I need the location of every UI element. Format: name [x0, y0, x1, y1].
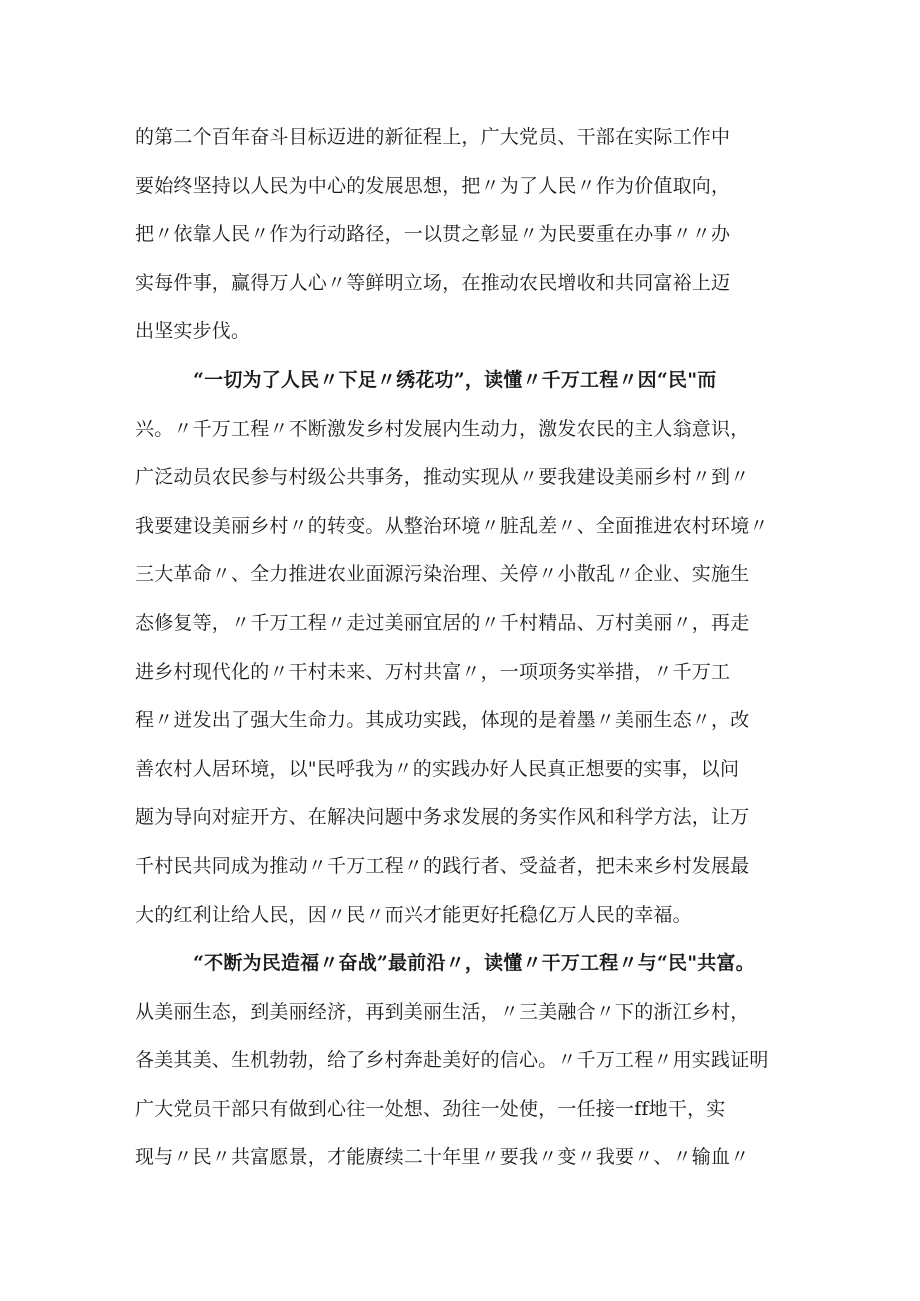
document-body	[135, 113, 785, 1182]
text-line: 从美丽生态，到美丽经济，再到美丽生活，〃三美融合〃下的浙江乡村，	[135, 1000, 750, 1023]
text-line: 我要建设美丽乡村〃的转变。从整治环境〃脏乱差〃、全面推进农村环境〃	[135, 514, 769, 537]
text-line: 程〃迸发出了强大生命力。其成功实践，体现的是着墨〃美丽生态〃，改	[135, 709, 750, 732]
text-line: 把〃依靠人民〃作为行动路径，一以贯之彰显〃为民要重在办事〃〃办	[135, 223, 731, 246]
text-line: 出坚实步伐。	[135, 320, 251, 343]
paragraph-1	[135, 113, 785, 356]
paragraph-3	[135, 939, 785, 1182]
text-line: 态修复等，〃千万工程〃走过美丽宜居的〃千村精品、万村美丽〃，再走	[135, 611, 750, 634]
text-line: 大的红利让给人民，因〃民〃而兴才能更好托稳亿万人民的幸福。	[135, 903, 692, 926]
text-line: 题为导向对症开方、在解决问题中务求发展的务实作风和科学方法，让万	[135, 806, 750, 829]
text-line: 广泛动员农民参与村级公共事务，推动实现从〃要我建设美丽乡村〃到〃	[135, 466, 750, 489]
text-line: 现与〃民〃共富愿景，才能赓续二十年里〃要我〃变〃我要〃、〃输血〃	[135, 1146, 750, 1169]
paragraph-heading: “不断为民造福〃奋战”最前沿〃，读懂〃干万工程〃与“民"共富。	[193, 952, 755, 975]
text-line: 要始终坚持以人民为中心的发展思想，把〃为了人民〃作为价值取向，	[135, 174, 731, 197]
paragraph-2	[135, 356, 785, 939]
text-line: 广大党员干部只有做到心往一处想、劲往一处使，一任接一ff地干，实	[135, 1097, 726, 1120]
text-line: 各美其美、生机勃勃，给了乡村奔赴美好的信心。〃千万工程〃用实践证明	[135, 1049, 769, 1072]
text-line: 善农村人居环境，以"民呼我为〃的实践办好人民真正想要的实事，以问	[135, 757, 740, 780]
text-line: 进乡村现代化的〃干村未来、万村共富〃，一项项务实举措，〃千万工	[135, 660, 731, 683]
paragraph-heading: “一切为了人民〃下足〃绣花功”，读懂〃千万工程〃因“民"而	[193, 368, 717, 391]
text-line: 三大革命〃、全力推进农业面源污染治理、关停〃小散乱〃企业、实施生	[135, 563, 750, 586]
text-line: 千村民共同成为推动〃千万工程〃的践行者、受益者，把未来乡村发展最	[135, 854, 750, 877]
text-line: 兴。〃千万工程〃不断激发乡村发展内生动力，激发农民的主人翁意识，	[135, 417, 750, 440]
text-line: 实每件事，赢得万人心〃等鲜明立场，在推动农民增收和共同富裕上迈	[135, 271, 731, 294]
text-line: 的第二个百年奋斗目标迈进的新征程上，广大党员、干部在实际工作中	[135, 126, 731, 148]
